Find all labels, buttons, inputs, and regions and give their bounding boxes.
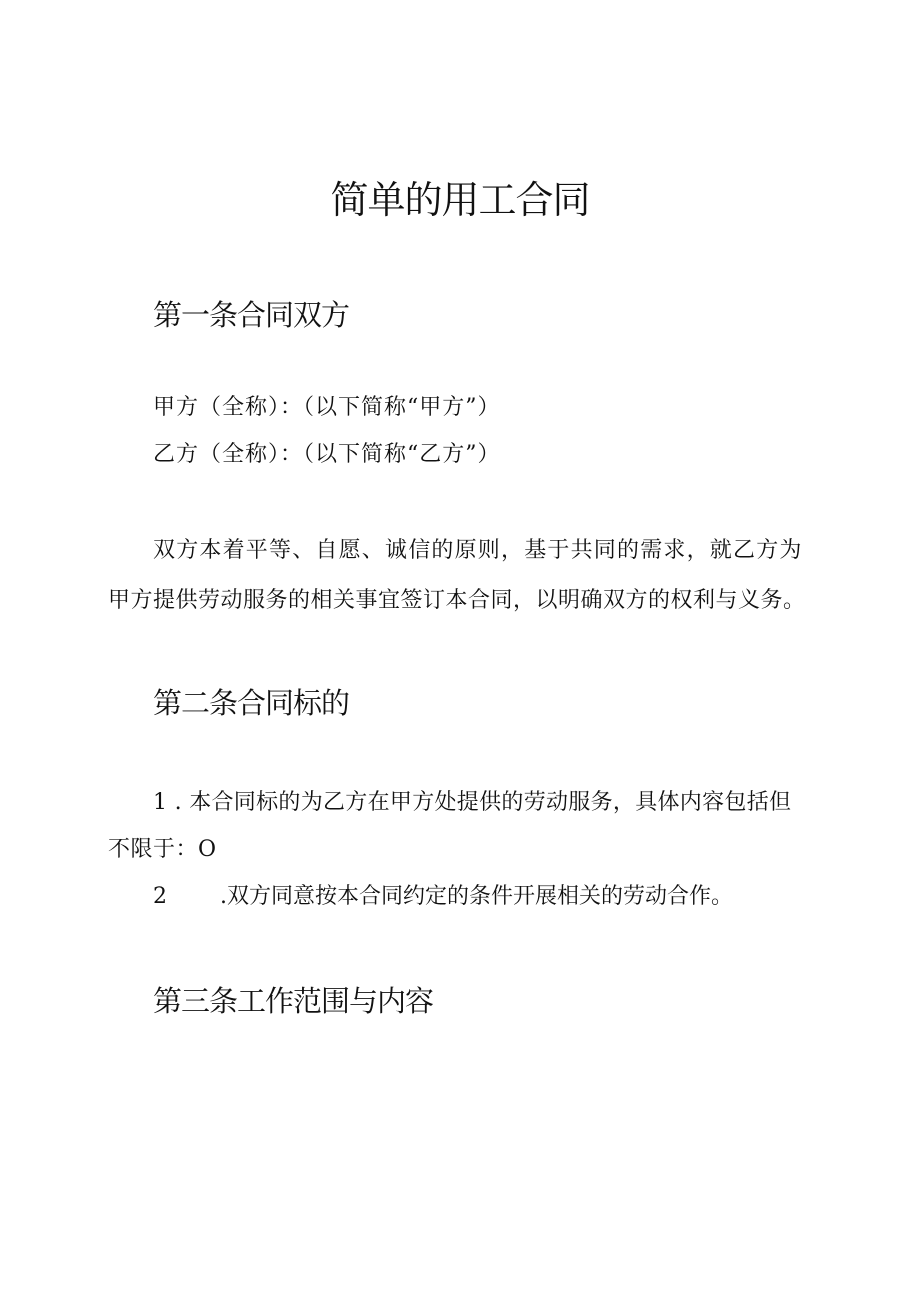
section-1-paragraph-line-1: 双方本着平等、自愿、诚信的原则，基于共同的需求，就乙方为 bbox=[153, 538, 803, 563]
section-2-item-2 bbox=[153, 882, 733, 912]
section-2-item-1-line-1 bbox=[153, 788, 791, 818]
item-1-text: . 本合同标的为乙方在甲方处提供的劳动服务，具体内容包括但 bbox=[174, 790, 792, 815]
section-3-heading: 第三条工作范围与内容 bbox=[153, 984, 434, 1018]
party-a-line: 甲方（全称）：（以下简称“甲方”） bbox=[153, 395, 501, 420]
document-title: 简单的用工合同 bbox=[330, 178, 590, 222]
section-1-heading: 第一条合同双方 bbox=[153, 298, 350, 332]
section-2-heading: 第二条合同标的 bbox=[153, 686, 350, 720]
section-1-paragraph-line-2: 甲方提供劳动服务的相关事宜签订本合同，以明确双方的权利与义务。 bbox=[108, 588, 806, 613]
item-2-text: .双方同意按本合同约定的条件开展相关的劳动合作。 bbox=[220, 884, 733, 909]
item-1-number: 1 bbox=[153, 790, 168, 815]
section-2-item-1-line-2: 不限于：O bbox=[108, 837, 217, 862]
party-b-line: 乙方（全称）：（以下简称“乙方”） bbox=[153, 442, 501, 467]
item-2-number: 2 bbox=[153, 884, 167, 909]
